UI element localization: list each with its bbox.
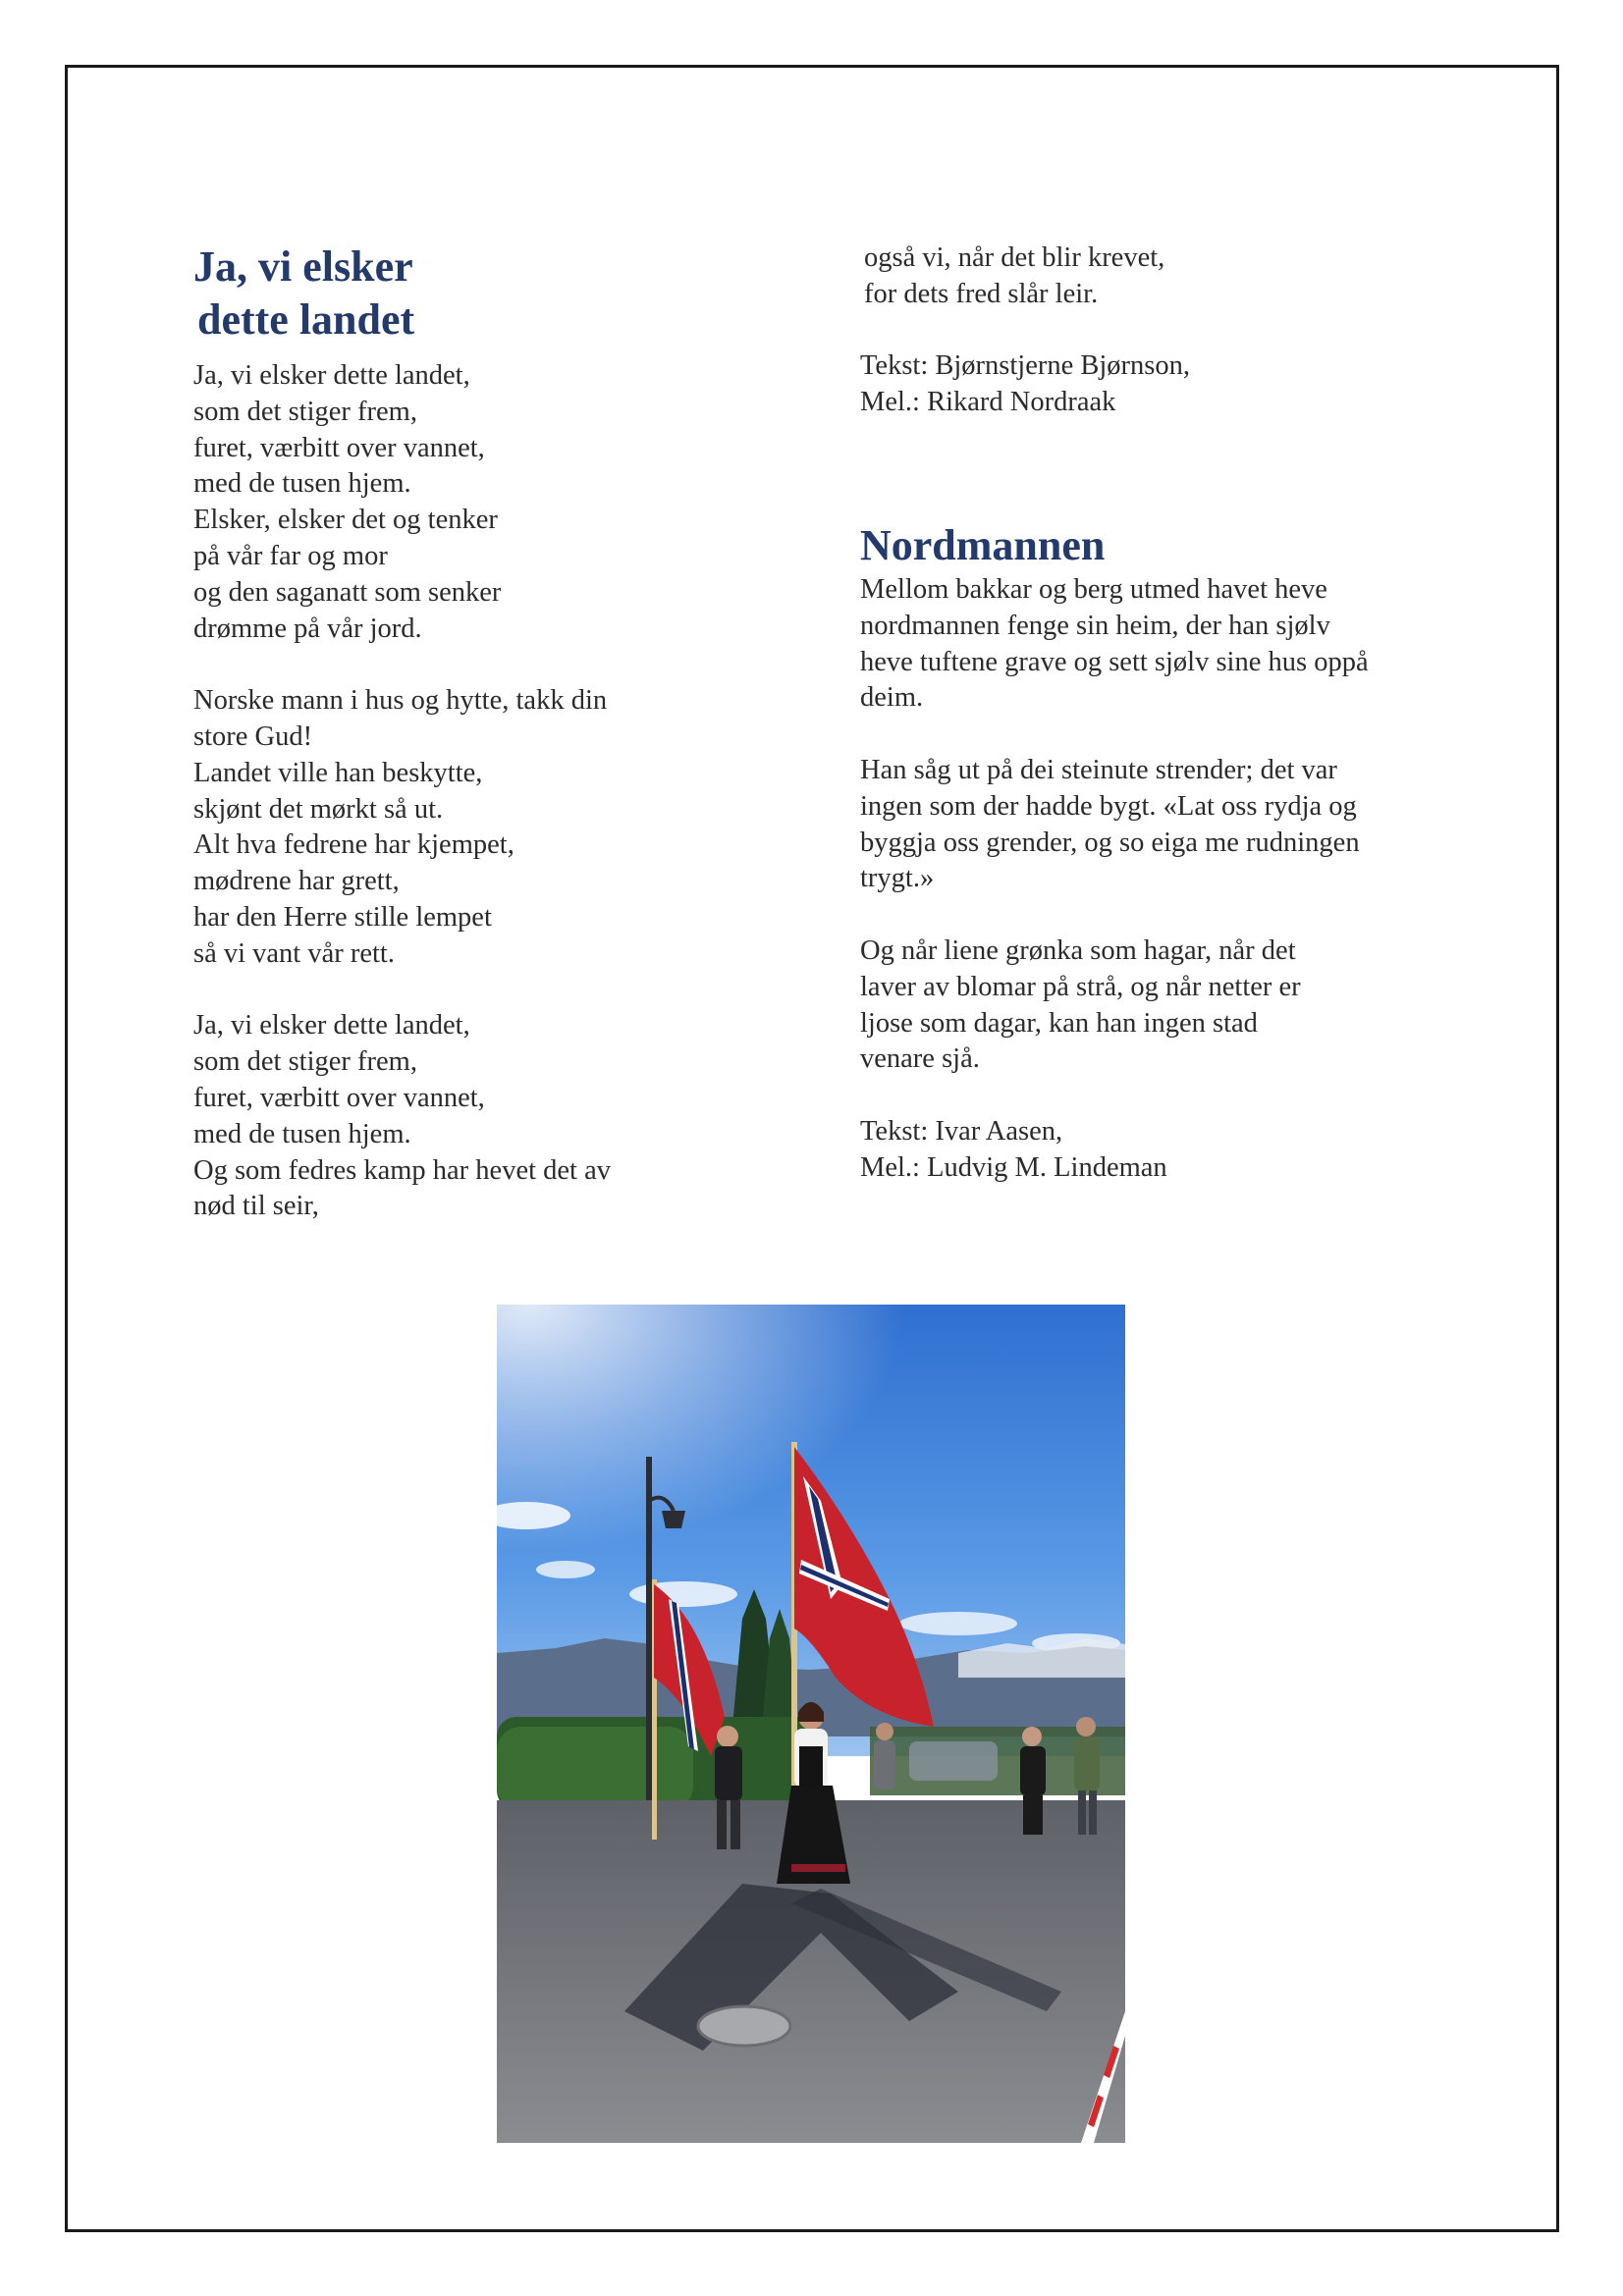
lyric-line: furet, værbitt over vannet, [193, 1082, 485, 1113]
lamp-post [646, 1457, 652, 1830]
title-line: dette landet [197, 295, 415, 344]
lyric-line: furet, værbitt over vannet, [193, 432, 485, 463]
credit-line: Tekst: Ivar Aasen, [860, 1115, 1063, 1147]
lyric-line: Elsker, elsker det og tenker [193, 505, 498, 536]
lyric-line: Og som fedres kamp har hevet det av [193, 1154, 611, 1186]
cloud [629, 1581, 737, 1607]
lyric-line: og den saganatt som senker [193, 576, 502, 608]
credit-line: Tekst: Bjørnstjerne Bjørnson, [860, 350, 1191, 382]
lyric-line: Norske mann i hus og hytte, takk din [193, 685, 608, 717]
lyric-line: Landet ville han beskytte, [193, 757, 483, 788]
lyric-line: også vi, når det blir krevet, [864, 242, 1165, 273]
song-ja-vi-elsker [193, 240, 704, 1225]
song-title-nordmannen: Nordmannen [860, 520, 1106, 569]
cloud [536, 1561, 595, 1578]
lyric-line: drømme på vår jord. [193, 613, 422, 644]
lyric-line: laver av blomar på strå, og når netter er [860, 971, 1301, 1002]
credit-line: Mel.: Rikard Nordraak [860, 387, 1116, 418]
manhole [698, 2006, 790, 2046]
song-continuation [860, 240, 1449, 421]
credit-line: Mel.: Ludvig M. Lindeman [860, 1151, 1167, 1183]
song-lyrics [860, 572, 1449, 1187]
lyric-line: Mellom bakkar og berg utmed havet heve [860, 573, 1327, 605]
lyric-line: skjønt det mørkt så ut. [193, 793, 444, 825]
lyric-line: heve tuftene grave og sett sjølv sine hus oppå [860, 646, 1369, 677]
right-column [860, 240, 1449, 1187]
lyric-line: som det stiger frem, [193, 1046, 417, 1078]
lyric-line: byggja oss grender, og so eiga me rudningen [860, 827, 1360, 858]
lyric-line: på vår far og mor [193, 540, 388, 571]
lyric-line: Ja, vi elsker dette landet, [193, 1010, 470, 1041]
lyric-line: som det stiger frem, [193, 396, 417, 427]
lyric-line: nød til seir, [193, 1191, 319, 1222]
lyric-line: store Gud! [193, 721, 313, 752]
song-lyrics [193, 358, 704, 1225]
song-title-ja-vi-elsker [193, 240, 704, 347]
lyric-line: Han såg ut på dei steinute strender; det var [860, 754, 1337, 785]
lyric-line: mødrene har grett, [193, 866, 400, 897]
lyric-line: med de tusen hjem. [193, 1118, 411, 1149]
parade-photo [497, 1305, 1125, 2143]
lyric-line: ljose som dagar, kan han ingen stad [860, 1007, 1258, 1039]
lyric-line: Alt hva fedrene har kjempet, [193, 829, 514, 861]
lyric-line: deim. [860, 682, 924, 714]
lyric-line: ingen som der hadde bygt. «Lat oss rydja og [860, 790, 1357, 822]
lyric-line: for dets fred slår leir. [864, 278, 1099, 309]
title-line: Ja, vi elsker [193, 242, 413, 291]
lyric-line: Ja, vi elsker dette landet, [193, 360, 470, 391]
lyric-line: trygt.» [860, 863, 935, 894]
lyric-line: har den Herre stille lempet [193, 901, 492, 933]
lyric-line: med de tusen hjem. [193, 468, 411, 500]
lyric-line: så vi vant vår rett. [193, 937, 395, 969]
lyric-line: venare sjå. [860, 1043, 980, 1075]
lyric-line: Og når liene grønka som hagar, når det [860, 934, 1296, 966]
lyric-line: nordmannen fenge sin heim, der han sjølv [860, 610, 1330, 641]
cloud [899, 1612, 1017, 1635]
